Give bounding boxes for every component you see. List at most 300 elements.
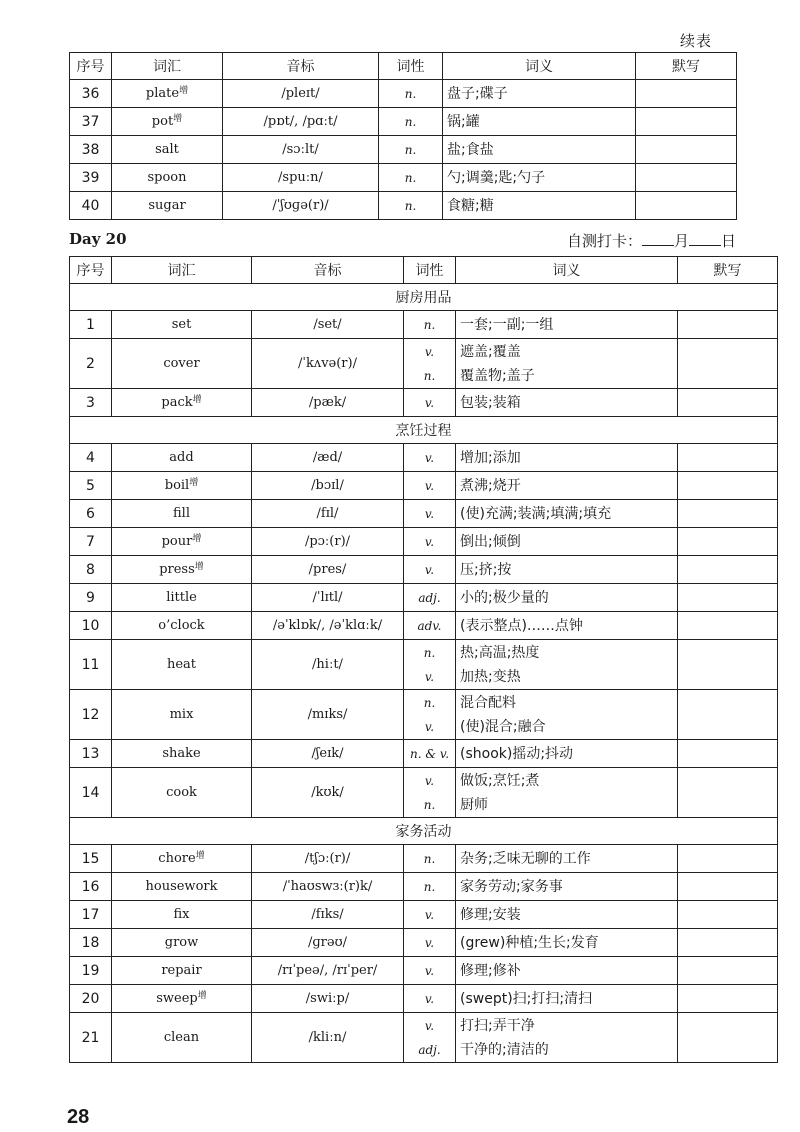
date-label: 日 (720, 232, 736, 250)
part-of-speech: v. (424, 450, 435, 465)
vocab-word-cell (112, 985, 252, 1013)
phonetic: /əˈklɒk/, /əˈklɑːk/ (252, 612, 404, 640)
dictation-cell[interactable] (678, 740, 778, 768)
vocab-word-cell (112, 108, 223, 136)
phonetic: /ˈlɪtl/ (252, 584, 404, 612)
section-row (70, 818, 778, 845)
part-of-speech-cell (404, 584, 456, 612)
phonetic: /pleɪt/ (223, 80, 379, 108)
part-of-speech: n. (423, 317, 436, 332)
dictation-cell[interactable] (678, 1013, 778, 1063)
row-number: 20 (70, 985, 112, 1013)
part-of-speech-cell (404, 500, 456, 528)
table-row (70, 192, 737, 220)
header-dictation: 默写 (636, 53, 737, 80)
part-of-speech: v. (424, 935, 435, 950)
vocab-word: set (171, 317, 192, 332)
table-row (70, 80, 737, 108)
meaning: (swept)扫;打扫;清扫 (460, 990, 593, 1007)
part-of-speech-cell (404, 690, 456, 740)
meaning: 杂务;乏味无聊的工作 (460, 850, 591, 867)
meaning-cell (456, 690, 678, 740)
vocab-word-cell (112, 444, 252, 472)
part-of-speech-cell (404, 929, 456, 957)
part-of-speech: v. (424, 907, 435, 922)
part-of-speech: v. (424, 719, 435, 734)
vocab-table-continued (69, 52, 737, 220)
header-no: 序号 (70, 53, 112, 80)
header-word: 词汇 (112, 53, 223, 80)
vocab-word: grow (164, 935, 199, 950)
meaning-cell (456, 389, 678, 417)
phonetic: /tʃɔː(r)/ (252, 845, 404, 873)
row-number: 37 (70, 108, 112, 136)
dictation-cell[interactable] (678, 556, 778, 584)
vocab-word-cell (112, 690, 252, 740)
table-row (70, 612, 778, 640)
self-check-in (567, 230, 736, 251)
section-row (70, 284, 778, 311)
vocab-word-cell (112, 845, 252, 873)
part-of-speech-cell (404, 444, 456, 472)
phonetic: /kʊk/ (252, 768, 404, 818)
table-row (70, 640, 778, 690)
meaning-cell (456, 612, 678, 640)
dictation-cell[interactable] (678, 444, 778, 472)
phonetic: /æd/ (252, 444, 404, 472)
meaning-cell (456, 500, 678, 528)
dictation-cell[interactable] (678, 690, 778, 740)
new-word-mark: 增 (197, 991, 207, 1001)
section-title: 厨房用品 (70, 284, 778, 311)
row-number: 38 (70, 136, 112, 164)
row-number: 15 (70, 845, 112, 873)
meaning: (表示整点)……点钟 (460, 617, 583, 634)
part-of-speech-cell (404, 1013, 456, 1063)
part-of-speech: n. (404, 142, 417, 157)
part-of-speech-cell (404, 640, 456, 690)
vocab-word: shake (162, 746, 201, 761)
meaning: 勺;调羹;匙;勺子 (447, 169, 546, 186)
meaning: 锅;罐 (447, 113, 480, 130)
meaning: 热;高温;热度 (460, 644, 540, 661)
table-row (70, 929, 778, 957)
meaning-cell (443, 192, 636, 220)
meaning: 覆盖物;盖子 (460, 367, 535, 384)
new-word-mark: 增 (192, 534, 202, 544)
part-of-speech-cell (404, 901, 456, 929)
phonetic: /bɔɪl/ (252, 472, 404, 500)
meaning: 盘子;碟子 (447, 85, 508, 102)
part-of-speech: v. (424, 1018, 435, 1033)
section-title: 烹饪过程 (70, 417, 778, 444)
phonetic: /ˈhaʊswɜː(r)k/ (252, 873, 404, 901)
row-number: 2 (70, 339, 112, 389)
phonetic: /pres/ (252, 556, 404, 584)
meaning-cell (456, 768, 678, 818)
vocab-word: plate (145, 86, 180, 101)
new-word-mark: 增 (179, 86, 189, 96)
table-row (70, 444, 778, 472)
dictation-cell[interactable] (636, 136, 737, 164)
part-of-speech: v. (424, 478, 435, 493)
part-of-speech-cell (404, 768, 456, 818)
meaning: 修理;修补 (460, 962, 521, 979)
vocab-word: pack (161, 395, 193, 410)
row-number: 18 (70, 929, 112, 957)
day-title: Day 20 (69, 230, 127, 248)
meaning: 盐;食盐 (447, 141, 494, 158)
vocab-word: repair (161, 963, 202, 978)
vocab-word: clean (163, 1030, 200, 1045)
vocab-word-cell (112, 164, 223, 192)
dictation-cell[interactable] (678, 873, 778, 901)
part-of-speech-cell (404, 957, 456, 985)
part-of-speech: n. (423, 797, 436, 812)
vocab-word-cell (112, 768, 252, 818)
table-row (70, 768, 778, 818)
phonetic: /kliːn/ (252, 1013, 404, 1063)
date-blank[interactable] (689, 231, 721, 246)
meaning-cell (443, 108, 636, 136)
checkin-label: 自测打卡： (566, 232, 642, 250)
phonetic: /pɔː(r)/ (252, 528, 404, 556)
dictation-cell[interactable] (678, 584, 778, 612)
row-number: 8 (70, 556, 112, 584)
meaning: 增加;添加 (460, 449, 521, 466)
part-of-speech: v. (424, 506, 435, 521)
vocab-word-cell (112, 389, 252, 417)
section-row (70, 417, 778, 444)
dictation-cell[interactable] (636, 108, 737, 136)
phonetic: /ɡrəʊ/ (252, 929, 404, 957)
meaning: 食糖;糖 (447, 197, 494, 214)
meaning: (使)混合;融合 (460, 718, 546, 735)
vocab-word-cell (112, 500, 252, 528)
vocab-word: sugar (148, 198, 186, 213)
page-number: 28 (67, 1106, 90, 1128)
vocab-word: fill (173, 506, 190, 521)
part-of-speech: n. (404, 114, 417, 129)
vocab-word-cell (112, 584, 252, 612)
vocab-table-day20 (69, 256, 778, 1063)
dictation-cell[interactable] (678, 472, 778, 500)
part-of-speech: v. (424, 991, 435, 1006)
row-number: 16 (70, 873, 112, 901)
dictation-cell[interactable] (678, 901, 778, 929)
vocab-word: o’clock (158, 618, 205, 633)
month-blank[interactable] (642, 231, 674, 246)
table-row (70, 985, 778, 1013)
vocab-word-cell (112, 136, 223, 164)
part-of-speech: n. (423, 368, 436, 383)
part-of-speech: v. (424, 773, 435, 788)
row-number: 21 (70, 1013, 112, 1063)
meaning: 小的;极少量的 (460, 589, 549, 606)
part-of-speech: v. (424, 562, 435, 577)
row-number: 10 (70, 612, 112, 640)
meaning-cell (456, 901, 678, 929)
meaning-cell (456, 444, 678, 472)
part-of-speech-cell (404, 472, 456, 500)
table-row (70, 690, 778, 740)
meaning-cell (443, 136, 636, 164)
dictation-cell[interactable] (678, 528, 778, 556)
part-of-speech-cell (404, 339, 456, 389)
meaning: 压;挤;按 (460, 561, 512, 578)
vocab-word-cell (112, 1013, 252, 1063)
part-of-speech-cell (404, 528, 456, 556)
phonetic: /rɪˈpeə/, /rɪˈper/ (252, 957, 404, 985)
dictation-cell[interactable] (678, 612, 778, 640)
vocab-word-cell (112, 640, 252, 690)
part-of-speech: v. (424, 669, 435, 684)
dictation-cell[interactable] (678, 957, 778, 985)
table-header-row (70, 53, 737, 80)
vocab-word: pot (151, 114, 174, 129)
phonetic: /ˈʃʊɡə(r)/ (223, 192, 379, 220)
header-dictation: 默写 (678, 257, 778, 284)
meaning: 遮盖;覆盖 (460, 343, 521, 360)
meaning-cell (456, 339, 678, 389)
vocab-word: boil (164, 478, 190, 493)
dictation-cell[interactable] (678, 768, 778, 818)
table-row (70, 389, 778, 417)
header-pos: 词性 (379, 53, 443, 80)
part-of-speech-cell (404, 612, 456, 640)
part-of-speech-cell (404, 389, 456, 417)
header-meaning: 词义 (456, 257, 678, 284)
header-phonetic: 音标 (252, 257, 404, 284)
dictation-cell[interactable] (678, 389, 778, 417)
phonetic: /hiːt/ (252, 640, 404, 690)
meaning-cell (456, 957, 678, 985)
table-row (70, 873, 778, 901)
meaning: 厨师 (460, 796, 488, 813)
part-of-speech: n. (404, 86, 417, 101)
dictation-cell[interactable] (678, 929, 778, 957)
dictation-cell[interactable] (678, 500, 778, 528)
phonetic: /sɔːlt/ (223, 136, 379, 164)
part-of-speech-cell (404, 556, 456, 584)
part-of-speech: n. (423, 645, 436, 660)
vocab-word: housework (145, 879, 218, 894)
table-row (70, 472, 778, 500)
meaning: 一套;一副;一组 (460, 316, 554, 333)
phonetic: /spuːn/ (223, 164, 379, 192)
vocab-word-cell (112, 901, 252, 929)
vocab-word-cell (112, 80, 223, 108)
vocab-word: heat (166, 657, 197, 672)
meaning: 修理;安装 (460, 906, 521, 923)
meaning-cell (456, 556, 678, 584)
part-of-speech: n. (404, 198, 417, 213)
meaning-cell (456, 740, 678, 768)
vocab-word: sweep (156, 991, 198, 1006)
part-of-speech: n. & v. (409, 746, 450, 761)
part-of-speech: v. (424, 963, 435, 978)
table-row (70, 108, 737, 136)
table-row (70, 901, 778, 929)
meaning-cell (443, 164, 636, 192)
vocab-word-cell (112, 612, 252, 640)
table-row (70, 740, 778, 768)
phonetic: /ʃeɪk/ (252, 740, 404, 768)
dictation-cell[interactable] (636, 80, 737, 108)
vocab-word-cell (112, 472, 252, 500)
vocab-word: fix (173, 907, 190, 922)
row-number: 39 (70, 164, 112, 192)
part-of-speech-cell (404, 740, 456, 768)
part-of-speech-cell (404, 311, 456, 339)
part-of-speech-cell (404, 985, 456, 1013)
dictation-cell[interactable] (678, 985, 778, 1013)
vocab-word: salt (155, 142, 179, 157)
meaning: 煮沸;烧开 (460, 477, 521, 494)
meaning-cell (456, 929, 678, 957)
part-of-speech-cell (379, 80, 443, 108)
row-number: 19 (70, 957, 112, 985)
dictation-cell[interactable] (636, 192, 737, 220)
header-no: 序号 (70, 257, 112, 284)
meaning-cell (443, 80, 636, 108)
meaning: 混合配料 (460, 694, 516, 711)
row-number: 12 (70, 690, 112, 740)
part-of-speech: v. (424, 395, 435, 410)
vocab-word-cell (112, 311, 252, 339)
row-number: 7 (70, 528, 112, 556)
meaning: 干净的;清洁的 (460, 1041, 549, 1058)
header-meaning: 词义 (443, 53, 636, 80)
table-row (70, 845, 778, 873)
meaning: 包装;装箱 (460, 394, 521, 411)
dictation-cell[interactable] (678, 640, 778, 690)
phonetic: /ˈkʌvə(r)/ (252, 339, 404, 389)
table-row (70, 311, 778, 339)
meaning: (grew)种植;生长;发育 (460, 934, 599, 951)
meaning-cell (456, 640, 678, 690)
row-number: 36 (70, 80, 112, 108)
table-row (70, 556, 778, 584)
part-of-speech-cell (379, 108, 443, 136)
row-number: 14 (70, 768, 112, 818)
part-of-speech: n. (404, 170, 417, 185)
meaning: 做饭;烹饪;煮 (460, 772, 540, 789)
table-row (70, 164, 737, 192)
table-row (70, 136, 737, 164)
table-header-row (70, 257, 778, 284)
row-number: 13 (70, 740, 112, 768)
meaning-cell (456, 985, 678, 1013)
part-of-speech-cell (379, 192, 443, 220)
vocab-word: add (169, 450, 194, 465)
part-of-speech: adj. (418, 590, 441, 605)
row-number: 9 (70, 584, 112, 612)
table-row (70, 584, 778, 612)
vocab-word: cook (166, 785, 197, 800)
table-row (70, 1013, 778, 1063)
section-title: 家务活动 (70, 818, 778, 845)
part-of-speech: n. (423, 879, 436, 894)
meaning-cell (456, 472, 678, 500)
header-phonetic: 音标 (223, 53, 379, 80)
row-number: 5 (70, 472, 112, 500)
meaning: 加热;变热 (460, 668, 521, 685)
part-of-speech-cell (404, 873, 456, 901)
vocab-word-cell (112, 929, 252, 957)
phonetic: /fɪks/ (252, 901, 404, 929)
vocab-word: little (166, 590, 197, 605)
table-row (70, 528, 778, 556)
part-of-speech: adv. (417, 618, 442, 633)
dictation-cell[interactable] (678, 339, 778, 389)
row-number: 6 (70, 500, 112, 528)
meaning-cell (456, 311, 678, 339)
table-row (70, 500, 778, 528)
vocab-word: chore (158, 851, 196, 866)
part-of-speech-cell (404, 845, 456, 873)
phonetic: /pɒt/, /pɑːt/ (223, 108, 379, 136)
vocab-word-cell (112, 528, 252, 556)
table-row (70, 339, 778, 389)
header-pos: 词性 (404, 257, 456, 284)
header-word: 词汇 (112, 257, 252, 284)
meaning: 打扫;弄干净 (460, 1017, 535, 1034)
vocab-word: mix (169, 707, 194, 722)
day-header (69, 230, 736, 250)
vocab-word: press (159, 562, 195, 577)
new-word-mark: 增 (192, 395, 202, 405)
row-number: 1 (70, 311, 112, 339)
part-of-speech-cell (379, 136, 443, 164)
part-of-speech: adj. (418, 1042, 441, 1057)
part-of-speech: n. (423, 695, 436, 710)
row-number: 40 (70, 192, 112, 220)
phonetic: /mɪks/ (252, 690, 404, 740)
meaning: (使)充满;装满;填满;填充 (460, 505, 612, 522)
continuation-label: 续表 (679, 32, 712, 50)
phonetic: /fɪl/ (252, 500, 404, 528)
phonetic: /set/ (252, 311, 404, 339)
month-label: 月 (673, 232, 689, 250)
dictation-cell[interactable] (678, 845, 778, 873)
vocab-word-cell (112, 556, 252, 584)
dictation-cell[interactable] (678, 311, 778, 339)
part-of-speech-cell (379, 164, 443, 192)
dictation-cell[interactable] (636, 164, 737, 192)
meaning-cell (456, 1013, 678, 1063)
vocab-word-cell (112, 740, 252, 768)
vocab-word-cell (112, 192, 223, 220)
meaning-cell (456, 584, 678, 612)
meaning-cell (456, 845, 678, 873)
meaning-cell (456, 873, 678, 901)
new-word-mark: 增 (194, 562, 204, 572)
row-number: 4 (70, 444, 112, 472)
meaning-cell (456, 528, 678, 556)
meaning: 家务劳动;家务事 (460, 878, 563, 895)
vocab-word-cell (112, 957, 252, 985)
part-of-speech: n. (423, 851, 436, 866)
row-number: 3 (70, 389, 112, 417)
phonetic: /pæk/ (252, 389, 404, 417)
vocab-word: pour (161, 534, 193, 549)
part-of-speech: v. (424, 534, 435, 549)
new-word-mark: 增 (173, 114, 183, 124)
new-word-mark: 增 (195, 851, 205, 861)
vocab-word-cell (112, 873, 252, 901)
vocab-word: spoon (147, 170, 187, 185)
